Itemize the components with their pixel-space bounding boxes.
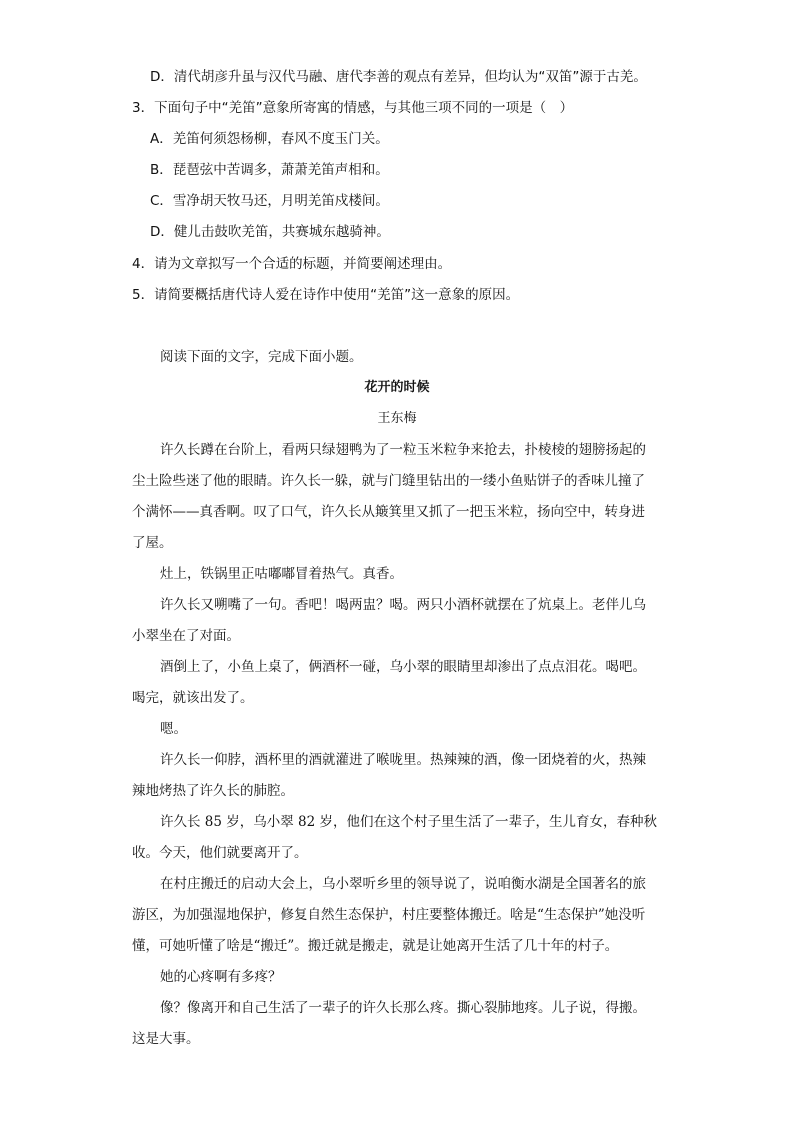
- article-line: 尘土险些迷了他的眼睛。许久长一躲，就与门缝里钻出的一缕小鱼贴饼子的香味儿撞了: [132, 473, 645, 489]
- q3-stem: 3．下面句子中“羌笛”意象所寄寓的情感，与其他三项不同的一项是（ ）: [132, 100, 574, 116]
- question-4: 4．请为文章拟写一个合适的标题，并简要阐述理由。: [132, 256, 452, 272]
- article-line: 在村庄搬迁的启动大会上，乌小翠听乡里的领导说了，说咱衡水湖是全国著名的旅: [160, 876, 646, 892]
- q3-option-c: C．雪净胡天牧马还，月明羌笛戍楼间。: [150, 193, 389, 209]
- article-line: 个满怀——真香啊。叹了口气，许久长从簸箕里又抓了一把玉米粒，扬向空中，转身进: [132, 504, 645, 520]
- article-line: 灶上，铁锅里正咕嘟嘟冒着热气。真香。: [160, 566, 403, 582]
- reading-instruction: 阅读下面的文字，完成下面小题。: [160, 349, 363, 365]
- article-line: 许久长又嗍嘴了一句。香吧！喝两盅？喝。两只小酒杯就摆在了炕桌上。老伴儿乌: [160, 597, 646, 613]
- article-line: 她的心疼啊有多疼？: [160, 969, 282, 985]
- article-line: 了屋。: [132, 535, 173, 551]
- article-line: 辣地烤热了许久长的肺腔。: [132, 783, 294, 799]
- article-line: 收。今天，他们就要离开了。: [132, 845, 308, 861]
- article-line: 喝完，就该出发了。: [132, 690, 254, 706]
- q3-option-b: B．琵琶弦中苦调多，萧萧羌笛声相和。: [150, 162, 389, 178]
- article-line: 许久长蹲在台阶上，看两只绿翅鸭为了一粒玉米粒争来抢去，扑棱棱的翅膀扬起的: [160, 442, 646, 458]
- q3-option-a: A．羌笛何须怨杨柳，春风不度玉门关。: [150, 131, 389, 147]
- article-line: 酒倒上了，小鱼上桌了，俩酒杯一碰，乌小翠的眼睛里却渗出了点点泪花。喝吧。: [160, 659, 646, 675]
- article-author: 王东梅: [377, 411, 417, 426]
- q2-option-d: D．清代胡彦升虽与汉代马融、唐代李善的观点有差异，但均认为“双笛”源于古羌。: [150, 69, 647, 85]
- question-5: 5．请简要概括唐代诗人爱在诗作中使用“羌笛”这一意象的原因。: [132, 287, 520, 303]
- article-line: 许久长一仰脖，酒杯里的酒就灌进了喉咙里。热辣辣的酒，像一团烧着的火，热辣: [160, 752, 646, 768]
- q3-option-d: D．健儿击鼓吹羌笛，共赛城东越骑神。: [150, 224, 390, 240]
- article-title: 花开的时候: [364, 380, 430, 395]
- article-line: 许久长 85 岁，乌小翠 82 岁，他们在这个村子里生活了一辈子，生儿育女，春种秋: [160, 814, 658, 830]
- article-line: 小翠坐在了对面。: [132, 628, 240, 644]
- article-line: 像？像离开和自己生活了一辈子的许久长那么疼。撕心裂肺地疼。儿子说，得搬。: [160, 1000, 646, 1016]
- article-line: 游区，为加强湿地保护，修复自然生态保护，村庄要整体搬迁。啥是“生态保护”她没听: [132, 907, 646, 923]
- article-line: 这是大事。: [132, 1031, 200, 1047]
- article-line: 懂，可她听懂了啥是“搬迁”。搬迁就是搬走，就是让她离开生活了几十年的村子。: [132, 938, 619, 954]
- article-line: 嗯。: [160, 721, 187, 737]
